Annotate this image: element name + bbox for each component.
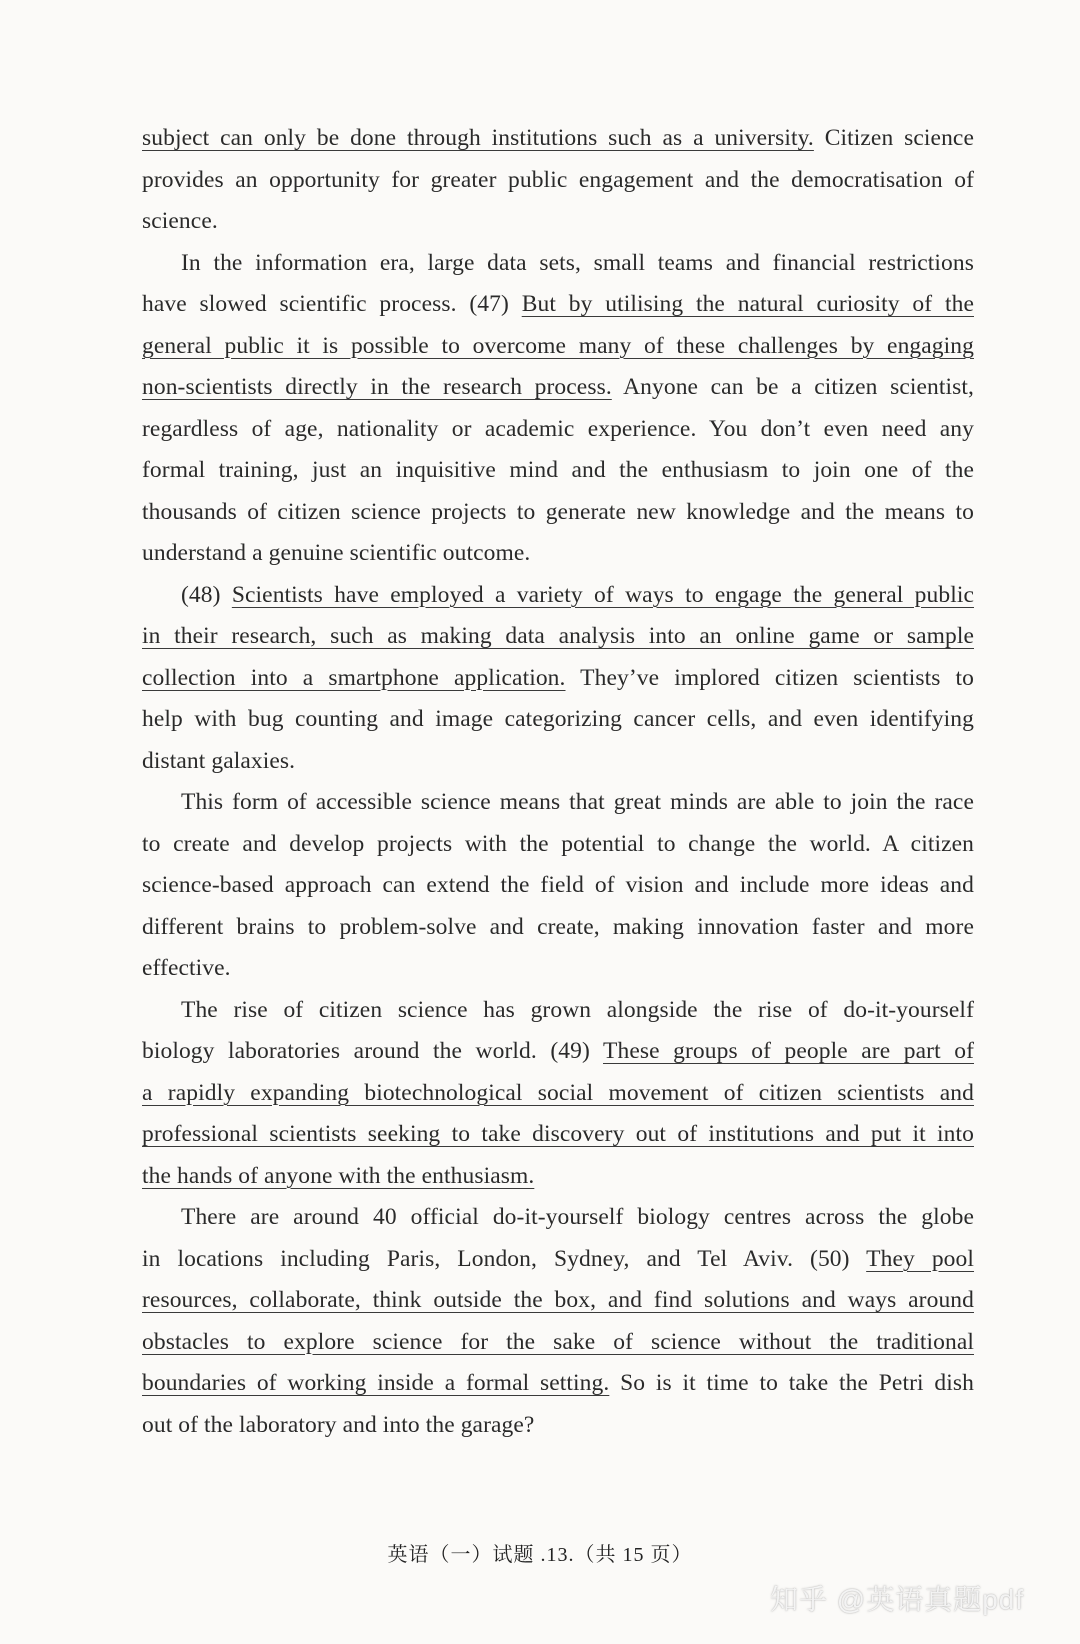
watermark: 知乎 @英语真题pdf bbox=[770, 1584, 1025, 1615]
underlined-text: the hands of anyone with the enthusiasm. bbox=[142, 1162, 535, 1189]
text-line bbox=[142, 1280, 974, 1322]
text-segment: formal training, just an inquisitive mind and the enthusiasm to join one of the bbox=[142, 457, 974, 483]
text-segment: to create and develop projects with the potential to change the world. A citizen bbox=[142, 830, 974, 857]
text-line bbox=[142, 948, 974, 990]
paragraph bbox=[142, 1197, 974, 1446]
text-line bbox=[142, 533, 974, 575]
text-line bbox=[142, 1363, 974, 1405]
text-segment: This form of accessible science means that great minds are able to join the race bbox=[181, 789, 974, 815]
text-segment: regardless of age, nationality or academic experience. You don’t even need any bbox=[142, 415, 974, 442]
text-segment: Citizen science bbox=[813, 125, 974, 151]
underlined-text: But by utilising the natural curiosity of the bbox=[521, 291, 974, 317]
text-line bbox=[142, 575, 974, 617]
text-segment: Anyone can be a citizen scientist, bbox=[611, 374, 974, 400]
text-line bbox=[142, 1073, 974, 1115]
underlined-text: professional scientists seeking to take discovery out of institutions and put it into bbox=[142, 1121, 974, 1147]
underlined-text: Scientists have employed a variety of ways to engage the general public bbox=[231, 581, 974, 608]
text-segment: understand a genuine scientific outcome. bbox=[142, 540, 531, 566]
paragraph bbox=[142, 990, 974, 1198]
underlined-text: These groups of people are part of bbox=[603, 1038, 974, 1064]
text-line bbox=[142, 865, 974, 907]
text-segment: have slowed scientific process. (47) bbox=[142, 291, 522, 317]
underlined-text: boundaries of working inside a formal setting. bbox=[142, 1370, 610, 1396]
text-segment: (48) bbox=[181, 581, 232, 608]
text-line bbox=[142, 118, 974, 160]
text-line bbox=[142, 243, 974, 285]
text-line bbox=[142, 990, 974, 1032]
paragraph bbox=[142, 575, 974, 783]
paragraph bbox=[142, 118, 974, 243]
underlined-text: resources, collaborate, think outside the box, and find solutions and ways around bbox=[142, 1287, 974, 1313]
text-line bbox=[142, 1197, 974, 1239]
underlined-text: They pool bbox=[866, 1245, 975, 1272]
page-footer: 英语（一）试题 .13.（共 15 页） bbox=[387, 1544, 693, 1566]
text-segment: So is it time to take the Petri dish bbox=[609, 1370, 974, 1396]
text-line bbox=[142, 450, 974, 492]
document-body bbox=[142, 118, 974, 1446]
text-line bbox=[142, 1322, 974, 1364]
text-line bbox=[142, 409, 974, 451]
text-segment: There are around 40 official do-it-yourself biology centres across the globe bbox=[181, 1204, 974, 1230]
text-line bbox=[142, 367, 974, 409]
text-line bbox=[142, 782, 974, 824]
text-line bbox=[142, 1114, 974, 1156]
text-segment: They’ve implored citizen scientists to bbox=[565, 664, 974, 691]
underlined-text: a rapidly expanding biotechnological social movement of citizen scientists and bbox=[142, 1079, 974, 1106]
text-segment: in locations including Paris, London, Sydney, and Tel Aviv. (50) bbox=[142, 1245, 867, 1272]
text-segment: science. bbox=[142, 208, 218, 234]
text-segment: thousands of citizen science projects to generate new knowledge and the means to bbox=[142, 498, 974, 525]
text-line bbox=[142, 201, 974, 243]
text-line bbox=[142, 326, 974, 368]
underlined-text: collection into a smartphone application. bbox=[142, 664, 566, 691]
text-segment: different brains to problem-solve and create, making innovation faster and more bbox=[142, 913, 974, 940]
text-segment: provides an opportunity for greater public engagement and the democratisation of bbox=[142, 166, 974, 193]
text-line bbox=[142, 160, 974, 202]
text-segment: distant galaxies. bbox=[142, 747, 296, 774]
text-line bbox=[142, 492, 974, 534]
text-segment: effective. bbox=[142, 955, 231, 981]
text-segment: The rise of citizen science has grown alongside the rise of do-it-yourself bbox=[181, 996, 974, 1023]
text-line bbox=[142, 284, 974, 326]
text-segment: out of the laboratory and into the garage? bbox=[142, 1411, 535, 1438]
text-segment: help with bug counting and image categorizing cancer cells, and even identifying bbox=[142, 706, 974, 732]
text-line bbox=[142, 616, 974, 658]
text-line bbox=[142, 824, 974, 866]
text-segment: In the information era, large data sets, small teams and financial restrictions bbox=[181, 249, 974, 276]
text-line bbox=[142, 699, 974, 741]
text-line bbox=[142, 658, 974, 700]
text-line bbox=[142, 1031, 974, 1073]
text-line bbox=[142, 741, 974, 783]
paragraph bbox=[142, 243, 974, 575]
underlined-text: general public it is possible to overcome many of these challenges by engaging bbox=[142, 332, 974, 359]
text-line bbox=[142, 907, 974, 949]
text-segment: science-based approach can extend the field of vision and include more ideas and bbox=[142, 872, 974, 898]
underlined-text: subject can only be done through institutions such as a university. bbox=[142, 125, 814, 151]
text-line bbox=[142, 1405, 974, 1447]
underlined-text: obstacles to explore science for the sake of science without the traditional bbox=[142, 1328, 974, 1355]
text-line bbox=[142, 1156, 974, 1198]
text-line bbox=[142, 1239, 974, 1281]
underlined-text: non-scientists directly in the research process. bbox=[142, 374, 612, 400]
text-segment: biology laboratories around the world. (49) bbox=[142, 1038, 604, 1064]
paragraph bbox=[142, 782, 974, 990]
underlined-text: in their research, such as making data analysis into an online game or sample bbox=[142, 623, 974, 649]
